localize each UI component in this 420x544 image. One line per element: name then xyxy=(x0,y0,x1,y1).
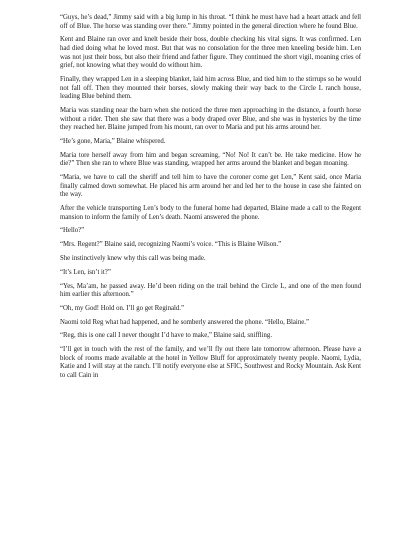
paragraph: Finally, they wrapped Len in a sleeping blanket, laid him across Blue, and tied him to the stirrups so he would not fall off. Then they mounted their horses, slowly making their way back to the Circle L ranch house, leading Blue behind them. xyxy=(60,75,361,101)
paragraph: Maria tore herself away from him and began screaming, “No! No! It can’t be. He take medicine. How he die?” Then she ran to where Blue was standing, wrapped her arms around the blanket and began moaning. xyxy=(60,151,361,168)
paragraph: “Reg, this is one call I never thought I’d have to make,” Blaine said, sniffling. xyxy=(60,332,273,340)
paragraph: After the vehicle transporting Len’s body to the funeral home had departed, Blaine made a call to the Regent mansion to inform the family of Len’s death. Naomi answered the phone. xyxy=(60,205,361,221)
paragraph: Maria was standing near the barn when she noticed the three men approaching in the distance, a fourth horse without a rider. Then she saw that there was a body draped over Blue, and she was in hysterics by the time they reached her. Blaine jumped from his mount, ran over to Maria and put his arms around her. xyxy=(60,106,361,132)
paragraph: “Maria, we have to call the sheriff and tell him to have the coroner come get Len,” Kent said, once Maria finally calmed down somewhat. He placed his arm around her and led her to the house in case she fainted on the way. xyxy=(60,174,361,199)
paragraph: Kent and Blaine ran over and knelt beside their boss, double checking his vital signs. It was confirmed. Len had died doing what he loved most. But that was no consolation for the three men kneeling beside him. Len was not just their boss, but also their friend and father figure. They continued the short vigil, moaning cries of grief, not knowing what they would do without him. xyxy=(60,36,361,70)
paragraph: “He’s gone, Maria,” Blaine whispered. xyxy=(60,137,166,145)
paragraph: Naomi told Reg what had happened, and he somberly answered the phone. “Hello, Blaine.” xyxy=(60,318,309,326)
paragraph: “Mrs. Regent?” Blaine said, recognizing Naomi’s voice. “This is Blaine Wilson.” xyxy=(60,241,282,249)
paragraph: “Oh, my God! Hold on. I’ll go get Reginald.” xyxy=(60,304,185,312)
paragraph: “It’s Len, isn’t it?” xyxy=(60,268,111,276)
paragraph: “Yes, Ma’am, he passed away. He’d been riding on the trail behind the Circle L, and one of the men found him earlier this afternoon.” xyxy=(60,282,361,299)
paragraph: She instinctively knew why this call was being made. xyxy=(60,254,206,262)
paragraph: “I’ll get in touch with the rest of the family, and we’ll fly out there late tomorrow afternoon. Please have a block of rooms made available at the hotel in Yellow Bluff for approximately twenty people. Naomi, Lydia, Katie and I will stay at the ranch. I’ll notify everyone else at SFIC, Southwest and Rocky Mountain. Ask Kent to call Cain in xyxy=(60,346,361,379)
paragraph: “Hello?” xyxy=(60,227,85,235)
paragraph: “Guys, he’s dead,” Jimmy said with a big lump in his throat. “I think he must have had a heart attack and fell off of Blue. The horse was standing over there.” Jimmy pointed in the general direction where he found Blue. xyxy=(60,14,361,30)
